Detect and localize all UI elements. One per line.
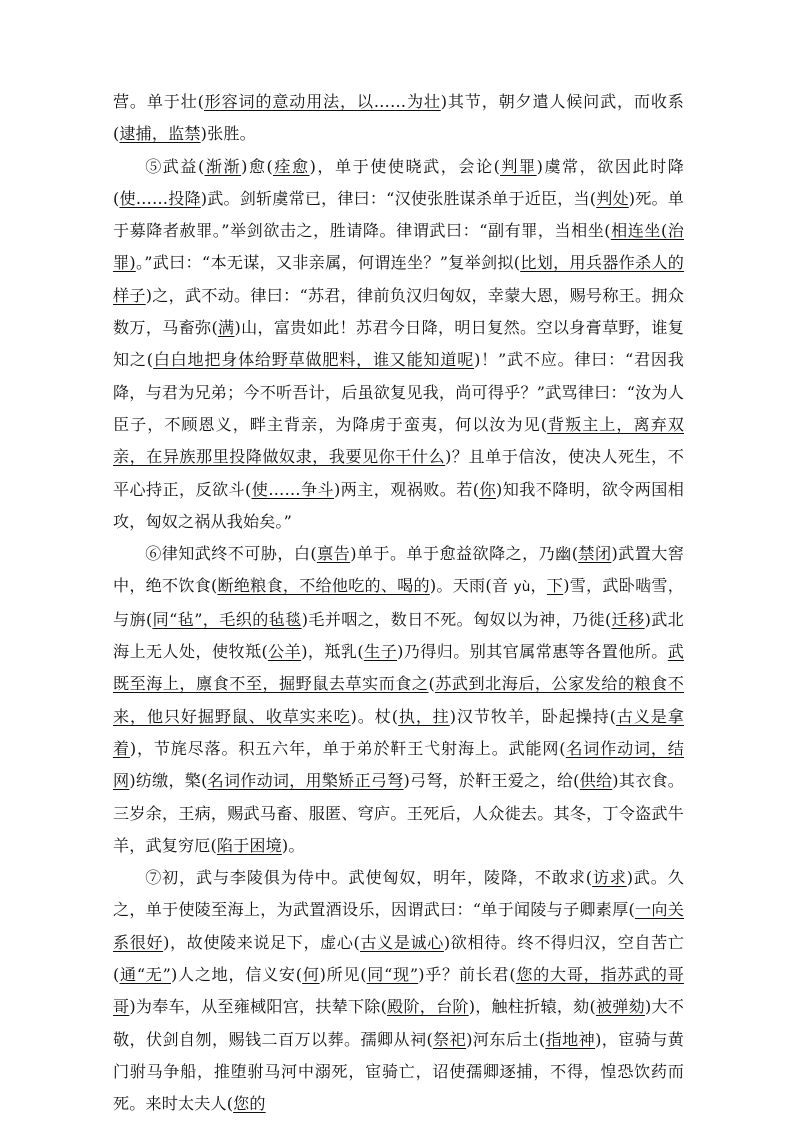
text-run: )，节旄尽落。积五六年，单于弟於靬王弋射海上。武能网(	[129, 738, 566, 758]
text-run: ⑤武益(	[145, 156, 205, 176]
annotation-note: 您的大哥，指苏武的哥哥	[113, 965, 684, 1017]
annotation-note: 生子	[363, 642, 398, 662]
annotation-note: 指地神	[545, 1029, 596, 1049]
annotation-note: 禁闭	[578, 544, 612, 564]
text-run: )为奉车，从至雍棫阳宫，扶辇下除(	[129, 997, 388, 1017]
text-run: )死。单于募降者赦罪。”举剑欲击之，胜请降。律谓武曰：“副有罪，当相坐(	[113, 188, 684, 241]
annotation-note: 祭祀	[432, 1029, 467, 1049]
annotation-note: 古义是拿着	[113, 706, 684, 758]
annotation-note: 执，拄	[398, 706, 450, 726]
text-run: )武。剑斩虞常已，律曰：“汉使张胜谋杀单于近臣，当(	[200, 188, 597, 208]
annotation-note: 禀告	[316, 544, 351, 564]
text-run: )其节，朝夕遣人候问武，而收系(	[113, 92, 684, 144]
text-run: )，宦骑与黄门驸马争船，推堕驸马河中溺死，宦骑亡，诏使孺卿逐捕，不得，惶恐饮药而死。来时太夫人(	[113, 1029, 685, 1114]
annotation-note: 迁移	[611, 609, 645, 629]
text-run: )愈(	[241, 156, 273, 176]
paragraph	[113, 862, 684, 1120]
paragraph	[113, 538, 684, 862]
text-run: )汉节牧羊，卧起操持(	[449, 706, 617, 726]
annotation-note: 痊愈	[272, 156, 310, 176]
text-run: )武北海上无人处，使牧羝(	[113, 609, 684, 662]
annotation-note: 名词作动词，用檠矫正弓弩	[207, 771, 404, 791]
text-run: )人之地，信义安(	[171, 965, 303, 985]
text-run: )两主，观祸败。若(	[334, 479, 480, 499]
text-run: )武。久之，单于使陵至海上，为武置酒设乐，因谓武曰：“单于闻陵与子卿素厚(	[113, 868, 684, 920]
annotation-note: 满	[217, 318, 235, 338]
text-run: )，羝乳(	[301, 642, 364, 662]
text-run: )。	[281, 835, 305, 855]
annotation-note: 殿阶，台阶	[387, 997, 469, 1017]
annotation-note: 下	[546, 576, 564, 596]
annotation-note: 背叛主上，离弃双亲，在异族那里投降做奴隶，我要见你干什么	[113, 414, 684, 467]
annotation-note: 相连坐(治罪)	[113, 221, 684, 273]
text-run: 。”武曰：“本无谋，又非亲属，何谓连坐？”复举剑拟(	[135, 253, 521, 273]
paragraph	[113, 151, 684, 539]
annotation-note: 你	[479, 479, 496, 499]
annotation-note: 渐渐	[204, 156, 242, 176]
paragraph	[113, 86, 684, 151]
annotation-note: 您的	[233, 1094, 266, 1114]
text-run: )乃得归。别其官属常惠等各置他所。	[397, 642, 668, 662]
text-run: )？且单于信汝，使决人死生，不平心持正，反欲斗(	[113, 447, 685, 499]
annotation-note: 通“无”	[119, 965, 171, 985]
annotation-note: 名词作动词，结网	[113, 738, 685, 791]
pinyin: yù	[513, 579, 531, 596]
annotation-note: 同“毡”，毛织的毡毯	[152, 609, 302, 629]
text-run: )！”武不应。律曰：“君因我降，与君为兄弟；今不听吾计，后虽欲复见我，尚可得乎？”武骂律曰：“汝为人臣子，不顾恩义，畔主背亲，为降虏于蛮夷，何以汝为见(	[113, 350, 684, 434]
text-run: )张胜。	[200, 124, 256, 144]
annotation-note: 一向关系很好	[113, 900, 684, 952]
annotation-note: 判罪	[500, 156, 537, 176]
text-run: )纺缴，檠(	[129, 771, 208, 791]
text-run: )其衣食。三岁余，王病，赐武马畜、服匿、穹庐。王死后，人众徙去。其冬，丁令盗武牛羊，武复穷厄(	[113, 771, 684, 855]
text-run: )知我不降明，欲令两国相攻，匈奴之祸从我始矣。”	[113, 479, 685, 531]
text-run: )虞常，欲因此时降(	[113, 156, 685, 208]
text-run: )欲相待。终不得归汉，空自苦亡(	[113, 932, 685, 985]
text-run: )武置大窖中，绝不饮食(	[113, 544, 684, 596]
text-run: ，	[530, 576, 547, 596]
text-body	[113, 86, 684, 1121]
text-run: )，故使陵来说足下，虚心(	[163, 932, 360, 952]
annotation-note: 何	[302, 965, 320, 985]
text-run: )弓弩，於靬王爱之，给(	[403, 771, 580, 791]
text-run: )。天雨(音	[429, 576, 514, 596]
annotation-note: 白白地把身体给野草做肥料，谁又能知道呢	[153, 350, 475, 370]
annotation-note: 同“现”	[366, 965, 419, 985]
text-run: )单于。单于愈益欲降之，乃幽(	[350, 544, 579, 564]
text-run: )山，富贵如此！苏君今日降，明日复然。空以身膏草野，谁复知之(	[113, 318, 684, 370]
annotation-note: 古义是诚心	[360, 932, 444, 952]
text-run: )，单于使使晓武，会论(	[309, 156, 501, 176]
annotation-note: 使……投降	[119, 188, 201, 208]
text-run: 营。单于壮(	[113, 92, 204, 111]
text-run: (	[428, 674, 435, 694]
annotation-note: 比划，用兵器作杀人的样子	[113, 253, 684, 305]
text-run: ⑥律知武终不可胁，白(	[145, 544, 317, 564]
text-run: )雪，武卧啮雪，与旃(	[113, 576, 684, 629]
annotation-note: 陷于困境	[216, 835, 282, 855]
text-run: ⑦初，武与李陵俱为侍中。武使匈奴，明年，陵降，不敢求(	[145, 868, 593, 888]
annotation-note: 形容词的意动用法，以……为壮	[204, 92, 441, 111]
text-run: )乎？前长君(	[418, 965, 516, 985]
annotation-note: 使……争斗	[251, 479, 335, 499]
text-run: )所见(	[319, 965, 367, 985]
annotation-note: 武既至海上，廪食不至，掘野鼠去草实而食之	[113, 642, 684, 694]
text-run: )毛并咽之，数日不死。匈奴以为神，乃徙(	[301, 609, 612, 629]
annotation-note: 苏武到北海后，公家发给的粮食不来，他只好掘野鼠、收草实来吃	[113, 674, 685, 726]
text-run: )之，武不动。律曰：“苏君，律前负汉归匈奴，幸蒙大恩，赐号称王。拥众数万，马畜弥(	[113, 285, 684, 338]
annotation-note: 供给	[579, 771, 613, 791]
text-run: )。杖(	[350, 706, 399, 726]
annotation-note: 公羊	[267, 642, 302, 662]
annotation-note: 被弹劾	[595, 997, 645, 1017]
annotation-note: 访求	[592, 868, 627, 888]
annotation-note: 判处	[596, 188, 629, 208]
text-run: )大不敬，伏剑自刎，赐钱二百万以葬。孺卿从祠(	[113, 997, 685, 1049]
text-run: )河东后土(	[466, 1029, 546, 1049]
annotation-note: 断绝粮食，不给他吃的、喝的	[217, 576, 430, 596]
annotation-note: 逮捕，监禁	[119, 124, 201, 144]
text-run: )，触柱折辕，劾(	[468, 997, 596, 1017]
